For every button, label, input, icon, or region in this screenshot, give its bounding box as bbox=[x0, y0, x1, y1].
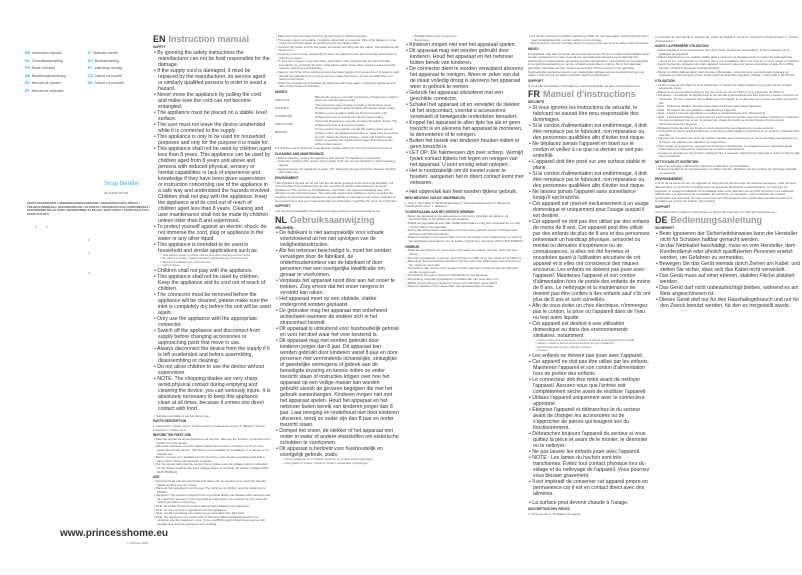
instruction-bullet: • Plaats het apparaat op een vlak, stabiel oppervlak en zorg voor minimaal 10 cm vrije ruimte rondom het apparaat. bbox=[405, 222, 525, 229]
paragraph: À la fin de sa durée de vie, cet appareil ne doit pas être éliminé avec les déchets ménagers, mais doit être déposé dans un centre de recyclage pour les appareils électriques et électroniques. Ce symbole sur l'appareil, le manuel d'utilisation et l'emballage attire votre attention sur ce point important. Les matériaux utilisés dans cet appareil sont recyclables. En recyclant vos appareils, vous contribuez de manière significative à la protection de notre environnement. Renseignez-vous auprès des autorités locales pour connaître les centres de collecte des déchets. bbox=[655, 181, 796, 204]
instruction-bullet: • Placez tous les ingrédients dans le pot. Le minimum est de 1300 ml et le maximum de 1600 ml. bbox=[655, 91, 800, 95]
subsection-heading: GEBRUIK bbox=[405, 244, 420, 249]
paragraph: 1. Head unit 2. Steam cap 3. Control panel 4. Liquid level sensor 5. Blades 6. Power connector 7. Power cord bbox=[153, 424, 265, 432]
sub-bullet: ○ Boerderijen. bbox=[405, 39, 525, 43]
paragraph: For this item we've selected some special recipes which you can find at www.princess.nl bbox=[275, 146, 392, 151]
instruction-bullet: • Take the appliance and accessories out the box. Remove the stickers, protective foil or plastic from the device. bbox=[153, 438, 271, 445]
column-4 bbox=[528, 35, 651, 517]
instruction-bullet: • Note : Coupez tous les ingrédients en cubes ne dépassant pas 3cm (3/4 pouces). bbox=[655, 112, 800, 116]
section-heading bbox=[655, 215, 800, 225]
subsection-heading: VOORAFGAAND AAN HET EERSTE GEBRUIK bbox=[405, 209, 475, 214]
safety-bullet: • Verplaats het apparaat nooit door aan het snoer te trekken. Zorg ervoor dat het snoer nergens in verstrikt kan raken. bbox=[275, 278, 399, 296]
safety-bullet: • Beim Ignorieren der Sicherheitshinweise kann der Hersteller nicht für Schäden haftbar gemacht werden. bbox=[655, 231, 800, 243]
mode-description: Blends the soup to a smooth consistency. Programme length is about 21 minutes (heat mode). bbox=[315, 94, 399, 103]
safety-bullet: • Als het netsnoer beschadigd is, moet het worden vervangen door de fabrikant, de onderhoudsmonteur van de fabrikant of door personen met een soortgelijke kwalificatie om gevaar te voorkomen. bbox=[275, 248, 399, 278]
safety-bullet: • Het is noodzakelijk om dit toestel zuiver te houden, aangezien het in direct contact komt met eetwaren. bbox=[405, 168, 525, 186]
language-code: ES bbox=[25, 81, 30, 85]
instruction-bullet: • Placez l'appareil sur une surface stable plate et assurez un dégagement tout autour de l'appareil d'au moins 10 cm. Cet appareil ne convient pas à une installation dans une armoire ou à un usage à l'extérieur. bbox=[655, 56, 800, 63]
sub-bullet: ○ Bed and breakfast type environments; bbox=[153, 261, 271, 265]
safety-bullet: • Schakel het apparaat uit en verwijder de stekker uit het stopcontact, voordat u accessoires verwisselt of bewegende onderdelen benadert. bbox=[405, 102, 525, 120]
safety-bullet: • L'appareil doit être posé sur une surface stable et plane. bbox=[528, 159, 651, 171]
sub-bullet: ○ Farm houses. bbox=[153, 264, 271, 268]
safety-bullet: • Das Gerät muss auf einer ebenen, stabilen Fläche platziert werden. bbox=[655, 273, 800, 285]
safety-bullet: • Always disconnect the device from the supply if it is left unattended and before assembling, disassembling or cleaning. bbox=[153, 346, 271, 364]
subsection-heading: SUPPORT bbox=[275, 204, 291, 209]
instruction-bullet: • Important: The amount of liquid in the jug should always be between the minimum and the maximum amount. If you don't add enough liquid, the contents of your soup will stick to the bottom of the jug. bbox=[153, 494, 271, 505]
language-item bbox=[25, 81, 61, 85]
safety-bullet: • Afin de vous éviter un choc électrique, n'immergez pas le cordon, la prise ou l'appareil dans de l'eau ou tout autre liquide. bbox=[528, 303, 651, 321]
section-title: Manuel d'instructions bbox=[543, 89, 636, 100]
safety-bullet: • This appliance shall not be used by children. Keep the appliance and its cord out of reach of children. bbox=[153, 274, 271, 292]
safety-bullet: • Bewegen Sie das Gerät niemals durch Ziehen am Kabel, und stellen Sie sicher, dass sich das Kabel nicht verwickelt. bbox=[655, 261, 800, 273]
mode-name: [SMOOTHIE] bbox=[275, 122, 293, 127]
language-code: NL bbox=[275, 214, 287, 225]
sub-bullet: ○ Hôtels, motels et autres environnements de type résidentiel ; bbox=[528, 342, 651, 346]
instruction-bullet: • Reinig alle afneembare onderdelen voor het eerste gebruik met een vochtige doek. Gebruik nooit schuurmiddelen. bbox=[405, 229, 525, 236]
language-code: CS bbox=[88, 73, 93, 78]
safety-bullet: • Het apparaat moet op een stabiele, vlakke ondergrond worden geplaatst. bbox=[275, 296, 399, 308]
safety-bullet: • Das Gerät darf nicht unbeaufsichtigt bleiben, während es am Netz angeschlossen ist. bbox=[655, 285, 800, 297]
instruction-bullet: • Before cleaning, unplug the appliance and wait for the appliance to cool down. bbox=[275, 157, 399, 161]
instruction-bullet: • Twist the head unit anti clockwise and take it off, be careful not to touch the blender blades as they are very sharp. bbox=[153, 480, 271, 487]
safety-bullet: • To protect yourself against an electric shock, do not immerse the cord, plug or appliance in the water or any other liquid. bbox=[153, 224, 271, 242]
safety-bullet: • Ist das Netzkabel beschädigt, muss es vom Hersteller, dem Kundendienst oder ähnlich qualifizierten Personen ersetzt werden, um Gefahren zu vermeiden. bbox=[655, 243, 800, 261]
safety-bullet: • This appliance shall not be used by children aged less than 8 years. This appliance can be used by children aged from 8 years and above and persons with reduced physical, sensory or mental capabilities or lack of experience and knowledge if they have been given supervision or instruction concerning use of the appliance in a safe way and understand the hazards involved. Children shall not play with the appliance. Keep the appliance and its cord out of reach of children aged less than 8 years. Cleaning and user maintenance shall not be made by children unless older than 8 and supervised. bbox=[153, 146, 271, 224]
section-title: Bedienungsanleitung bbox=[670, 215, 763, 226]
language-label: Bedienungsanleitung bbox=[32, 73, 66, 78]
safety-bullet: • Cet appareil est réservé exclusivement à un usage domestique et uniquement pour l'usage auquel il est destiné. bbox=[528, 201, 651, 219]
section-heading bbox=[528, 89, 651, 99]
subsection-heading: SUPPORT bbox=[655, 204, 671, 209]
safety-bullet: • NOTE: The chopping blades are very sharp, avoid physical contact during emptying and cleaning the device, you can seriously injure. It is absolutely necessary to keep this appliance clean at all times, because it comes into direct contact with food. bbox=[153, 376, 271, 412]
instruction-bullet: • Note: do not put frozen ingredients into the appliance. bbox=[153, 509, 271, 513]
language-label: Instrukcja obsługi bbox=[94, 66, 123, 70]
page-edge bbox=[0, 570, 802, 571]
mode-description: This keeps the soup chunky to create a wholesome soup. Programme length is approximately 28 minutes (heat mode). bbox=[315, 102, 396, 111]
safety-bullet: • La surface peut devenir chaude à l'usage. bbox=[528, 500, 651, 506]
instruction-bullet: • Place the appliance on a flat stable surface and ensure a minimum of 10 cm. free space around the device. This device is not suitable for installation in a cabinet or for outside use. bbox=[153, 445, 271, 456]
safety-bullet: • De gebruiker mag het apparaat niet onbeheerd achterlaten wanneer de stekker zich in het stopcontact bevindt. bbox=[275, 308, 399, 326]
safety-bullet: • The user must not leave the device unattended while it is connected to the supply. bbox=[153, 122, 271, 134]
instruction-bullet: • Note : Toutes les viandes devraient être cuites avant leur ajout dans l'appareil. bbox=[655, 105, 800, 109]
language-item bbox=[25, 74, 66, 78]
instruction-bullet: • Neem het apparaat en de accessoires uit de doos. Verwijder de stickers, de beschermfolie of het plastic van het apparaat. bbox=[405, 215, 525, 222]
safety-bullet: • The connector must be removed before the appliance will be cleaned, please make sure the inlet is completely dry before the unit will be used again. bbox=[153, 292, 271, 316]
column-3 bbox=[405, 35, 525, 289]
instruction-bullet: • Nettoyez l'extérieur de l'appareil avec un chiffon humide. N'utilisez pas de produits de nettoyage abrasifs ou agressifs. bbox=[655, 168, 800, 175]
instruction-bullet: • Opmerking: alle vleessoorten moeten worden gekookt voordat ze aan het apparaat worden toegevoegd. bbox=[405, 267, 525, 274]
mode-row bbox=[275, 96, 399, 103]
instruction-bullet: • Place the head unit back onto the jug ensuring it is placed securely. bbox=[275, 35, 399, 39]
paragraph: U vindt alle beschikbare informatie en reserveonderdelen op www.princesshome.eu! bbox=[528, 83, 640, 88]
instruction-bullet: • Note: cut all ingredients into cubes of not more than 3cm (3/4 inch). bbox=[153, 512, 271, 516]
subsection-heading: AVANT LA PREMIÈRE UTILISATION bbox=[655, 44, 709, 49]
language-code: IT bbox=[88, 51, 92, 55]
sub-bullet: ○ Environnements de type chambre d'hôtes ; bbox=[528, 346, 651, 350]
safety-bullet: • LET OP: De hakmessen zijn zeer scherp. Vermijd fysiek contact tijdens het legen en reinigen van het apparaat. U kunt ernstig letsel oplopen. bbox=[405, 150, 525, 168]
subsection-heading: VEILIGHEID bbox=[275, 225, 294, 230]
safety-bullet: • Never move the appliance by pulling the cord and make sure the cord can not become entangled. bbox=[153, 92, 271, 110]
instruction-bullet: • Put the power cable into the socket. (Note: Make sure the voltage which is indicated on the device matches the local voltage before connecting the device. Voltage 220V-240V 50/60Hz) bbox=[153, 463, 271, 474]
safety-bullet: • Dompel het snoer, de stekker of het apparaat niet onder in water of andere vloeistoffen om elektrische schokken te voorkomen. bbox=[275, 428, 399, 446]
language-code: EN bbox=[25, 51, 30, 55]
safety-bullet: • Do not allow children to use the device without supervision. bbox=[153, 364, 271, 376]
safety-bullet: • Utilisez l'appareil uniquement avec le connecteur approprié. bbox=[528, 395, 651, 407]
instruction-bullet: • The steam cap is removable, it could be detached or removed. When this happens, it can simply be put back again by pushing it over the steam outlet. bbox=[275, 39, 399, 46]
mode-row bbox=[275, 104, 399, 111]
safety-bullet: • Dit apparaat mag niet worden gebruikt door kinderen jonger dan 8 jaar. Dit apparaat kan worden gebruikt door kinderen vanaf 8 jaar en door personen met verminderde lichamelijke, zintuiglijke of geestelijke vermogens of gebrek aan de benodigde ervaring en kennis indien ze onder toezicht staan of instructies krijgen over hoe het apparaat op een veilige manier kan worden gebruikt alsook de gevaren begrijpen die met het gebruik samenhangen. Kinderen mogen niet met het apparaat spelen. Houd het apparaat en het netsnoer buiten bereik van kinderen jonger dan 8 jaar. Laat reiniging en onderhoud niet door kinderen uitvoeren, tenzij ze ouder zijn dan 8 jaar en onder toezicht staan. bbox=[275, 338, 399, 428]
language-code: SV bbox=[88, 58, 93, 63]
section-title: Instruction manual bbox=[168, 34, 250, 44]
language-code: FR bbox=[528, 89, 540, 100]
instruction-bullet: • Replacez l'unité de tête sur le pot en vous assurant de son placement en toute sécurité. bbox=[655, 127, 800, 131]
mode-name: [COMPOTE] bbox=[275, 114, 292, 119]
instruction-bullet: • Clean the outside of the device with a damp cloth. Do not use abrasive or harsh cleaning agents. bbox=[275, 160, 399, 167]
subsection-heading: SICHERHEIT bbox=[655, 226, 675, 231]
instruction-bullet: • Keep in mind that if the cooking process has been going on for some time it is better to wait until all the ingredients from the jar and re-create the recipe, as this can affect the end result of the recipe. bbox=[275, 71, 399, 82]
section-heading bbox=[275, 215, 399, 225]
safety-bullet: • NOTE : Les lames du hachoir sont très tranchantes. Évitez tout contact physique lors du vidage et du nettoyage de l'appareil. Vous pourriez vous blesser gravement. bbox=[528, 455, 651, 479]
instruction-bullet: • Press the menu button repeatedly to select the desired menu and press the start button to start the program. bbox=[275, 53, 399, 60]
instruction-bullet: • Tordez l'unité de tête dans le sens antihoraire et enlevez-la. Faites attention à ne pas toucher la lame acérée du mixeur. bbox=[655, 84, 800, 91]
safety-bullet: • Kinderen mogen niet met het apparaat spelen. bbox=[405, 42, 525, 48]
paragraph: 1. Kop 2. Stoomkap 3. Bedieningspaneel 4. Vloeistofniveausensor 5. Messen 6. Voedingsconnector 7. Netsnoer bbox=[405, 200, 511, 209]
instruction-bullet: • Place all the ingredients into the jug. The minimum is 1300ml, and the maximum is 1600ml. bbox=[153, 487, 271, 494]
instruction-bullet: • Surfaces are liable to get hot during use. bbox=[153, 415, 271, 419]
language-item bbox=[25, 51, 61, 55]
column-5 bbox=[655, 35, 800, 309]
safety-bullet: • De connector dient te worden verwijderd alvorens het apparaat te reinigen. Wees er zeker van dat de inlaat volledig droog is alvorens het apparaat weer in gebruik te nemen. bbox=[405, 66, 525, 90]
language-label: Gebruiksaanwijzing bbox=[31, 58, 63, 63]
mode-description: If your soup is not smooth enough this setting gives you an option to carry out additional blending to make your soup extra smooth. Select the blend function, press and hold the start button to operate. Do not blend for longer than 30 seconds without interruptions. bbox=[315, 127, 398, 146]
instruction-bullet: • Avant le nettoyage, débranchez l'appareil et attendez qu'il refroidisse. bbox=[655, 165, 800, 169]
safety-bullet: • Cet appareil ne doit pas être utilisé par les enfants. Maintenez l'appareil et son cordon d'alimentation hors de portée des enfants. bbox=[528, 359, 651, 377]
safety-bullet: • Débranchez toujours l'appareil du secteur si vous quittez la pièce et avant de le monter, le démonter ou le nettoyer. bbox=[528, 431, 651, 449]
safety-bullet: • Switch off the appliance and disconnect from supply before changing accessories or approaching parts that move in use. bbox=[153, 328, 271, 346]
subsection-heading: CLEANING AND MAINTENANCE bbox=[275, 152, 324, 157]
instruction-bullet: • Mettez le câble d'alimentation dans la prise. (Remarque : Assurez-vous que la tension indiquée sur l'appareil correspond à la tension locale avant de brancher l'appareil. Voltage : 220 V-240 V 50-60 Hz) bbox=[655, 71, 800, 78]
instruction-bullet: • Lorsque le programme est terminé, l'appareil bipe à nouveau, débranchez l'appareil et retirez l'unité de tête avec précaution. bbox=[655, 152, 800, 159]
instruction-bullet: • Note: all meats should be cooked before being added to the appliance. bbox=[153, 505, 271, 509]
safety-bullet: • Dit apparaat is bedoeld voor huishoudelijk en soortgelijk gebruik, zoals: bbox=[275, 446, 399, 458]
paragraph: Dit apparaat mag aan het einde van de levensduur niet bij het normale huishoudelijke afval worden gedeponeerd, maar moet bij een speciaal inzamelpunt voor hergebruik van elektrische en elektronische apparaten worden aangeboden. Het symbool op het apparaat, in de gebruiksaanwijzing en op de verpakking attendeert u hierop. De in het apparaat gebruikte materialen kunnen worden gerecycled. Met het recyclen van gebruikte huishoudelijke apparaten levert u een belangrijke bijdrage aan de bescherming van ons milieu. Informeer bij uw lokale overheid naar het inzamelpunt. bbox=[528, 51, 649, 78]
sub-bullet: ○ Fermes. bbox=[528, 349, 651, 353]
safety-bullet: • Ne laissez jamais l'appareil sans surveillance lorsqu'il est branché. bbox=[528, 189, 651, 201]
instruction-bullet: • Sortez l'appareil et les accessoires hors de la boîte. Retirez les autocollants, le film protecteur ou le plastique de l'appareil. bbox=[655, 49, 800, 56]
mode-name: [SMOOTH] bbox=[275, 97, 290, 102]
safety-bullet: • Gebruik het apparaat uitsluitend met een geschikte connector. bbox=[405, 90, 525, 102]
mode-row bbox=[275, 128, 399, 146]
paragraph: Vous retrouverez toutes les informations et pièces de rechange sur www.princesshome.eu ! bbox=[655, 209, 777, 214]
subsection-heading: SAFETY bbox=[153, 45, 166, 49]
language-label: Mode d'emploi bbox=[31, 66, 56, 70]
sub-bullet: ○ Personeelskeukens in winkels, kantoren en andere werkomgevingen; bbox=[275, 458, 399, 462]
language-label: Bruksanvisning bbox=[94, 58, 120, 63]
subsection-heading: MODES: bbox=[275, 89, 288, 94]
safety-bullet: • Dit apparaat is uitsluitend voor huishoudelijk gebruik en voor het doel waar het voor bestemd is. bbox=[275, 326, 399, 338]
language-code: SK bbox=[88, 81, 93, 85]
sub-bullet: ○ Bed&Breakfast-type omgevingen; bbox=[405, 35, 525, 39]
sub-bullet: ○ Coins cuisine des commerces, bureaux et autres environnements de travail ; bbox=[528, 339, 651, 343]
subsection-heading: DESCRIPTION DES PIÈCES bbox=[528, 506, 570, 511]
language-code: DE bbox=[25, 73, 30, 78]
website-link[interactable]: www.princesshome.eu bbox=[60, 528, 168, 539]
safety-bullet: • Dieses Gerät darf nur für den Haushaltsgebrauch und nur für den Zweck benutzt werden, für den es hergestellt wurde. bbox=[655, 297, 800, 309]
language-item bbox=[25, 59, 63, 63]
language-item bbox=[25, 66, 55, 70]
language-code: PT bbox=[25, 88, 30, 93]
mode-description: Enables you to produce delicious Fruit Compotes. The Programme time is around 18 minutes (heat mode). bbox=[315, 111, 388, 119]
instruction-bullet: • Never immerse the appliance in water. The head unit and jug should be cleaned carefully after each use. bbox=[275, 168, 399, 175]
subsection-heading: BESCHRIJVING VAN DE ONDERDELEN bbox=[405, 196, 465, 200]
language-item bbox=[88, 74, 122, 78]
instruction-bullet: • Connect the power cord to the power connector and plug into the mains. The appliance will beep once. bbox=[275, 46, 399, 53]
language-item bbox=[88, 66, 122, 70]
safety-bullet: • Le connecteur doit être retiré avant de nettoyer l'appareil. Assurez-vous que l'entrée soit complètement sèche avant de réutiliser l'appareil. bbox=[528, 377, 651, 395]
instruction-bullet: • Plaats de kop terug op de kan en zorg ervoor dat deze goed vastzit. bbox=[405, 282, 525, 286]
subsection-heading: NETTOYAGE ET ENTRETIEN bbox=[655, 160, 699, 164]
instruction-bullet: • Draai de kop linksom en neem deze eraf. Raak de messen niet aan, deze zijn zeer scherp. bbox=[405, 249, 525, 256]
instruction-bullet: • Pour arrêter le programme, appuyez sur le bouton marche/arrêt. Le programme peut reprendre après l'interruption en appuyant à nouveau sur le bouton marche/arrêt. bbox=[655, 145, 800, 152]
mode-description: Using this Programme you can produce Smoothie Juices. The Programme time is around 3 minutes. bbox=[315, 119, 398, 127]
instruction-bullet: • Belangrijk: De hoeveelheid vloeistof in de kan moet zich altijd tussen het minimum en het maximum bevinden. bbox=[405, 260, 525, 267]
language-label: Návod na použitie bbox=[95, 81, 124, 85]
safety-bullet: • Éteignez l'appareil et débranchez-le du secteur avant de changer les accessoires ou de s'approcher de pièces qui bougent lors du fonctionnement. bbox=[528, 407, 651, 431]
instruction-bullet: • Vul de kan niet boven de MAX-markering (1600 ml) met heet water. Schroef de kop af en laat het apparaat drie minuten werken om te reinigen. bbox=[528, 35, 651, 42]
language-code: DE bbox=[655, 215, 668, 226]
copyright: © Princess 2018 bbox=[127, 541, 148, 545]
instruction-bullet: • Note : L'appareil fonctionne uniquement s'il a été rempli de liquide entre les repères minimum et maximum. Si vous remplissez trop le pot, le capteur de niveau de liquide se déclenchera et interrompra le fonctionnement de l'appareil. bbox=[655, 116, 800, 127]
language-code: EN bbox=[153, 34, 166, 44]
language-code: NL bbox=[25, 58, 30, 63]
product-code: 01.212042.01.001 bbox=[104, 191, 129, 195]
mode-name: [CHUNKY] bbox=[275, 105, 290, 110]
safety-bullet: • Cet appareil est destiné à une utilisation domestique ou dans des environnements similaires, notamment : bbox=[528, 321, 651, 339]
diagram-label: 1 bbox=[46, 225, 48, 229]
paragraph: You can find all available information and spare parts at www.princesshome.eu! bbox=[275, 208, 381, 213]
column-1 bbox=[153, 33, 271, 527]
subsection-heading: PARTS DESCRIPTION bbox=[153, 419, 187, 424]
mode-row bbox=[275, 120, 399, 127]
mode-name: [BLEND] bbox=[275, 130, 287, 135]
safety-bullet: • Koppel het apparaat te allen tijde los als er geen toezicht is en alvorens het apparaat te monteren, te demonteren of te reinigen. bbox=[405, 120, 525, 138]
instruction-bullet: • Opmerking: snijd alle ingrediënten in blokjes van niet meer dan 3 cm. bbox=[405, 278, 525, 282]
subsection-heading: UTILISATION bbox=[655, 78, 675, 83]
instruction-bullet: • Opmerking: doe geen bevroren ingrediënten in het apparaat. bbox=[405, 274, 525, 278]
safety-bullet: • Ne pas laisser les enfants jouer avec l'appareil. bbox=[528, 449, 651, 455]
language-code: PL bbox=[88, 66, 93, 70]
instruction-bullet: • Reinig de kan met een vochtige doek en spoel na. De kan nooit in water onderdompelen. bbox=[528, 42, 651, 46]
mode-row bbox=[275, 112, 399, 119]
safety-bullet: • Cet appareil ne doit pas être utilisé par des enfants de moins de 8 ans. Cet appareil peut être utilisé par des enfants de plus de 8 ans et des personnes présentant un handicap physique, sensoriel ou mental ou dénuées d'expérience ou de connaissances, si elles ont été formées et encadrées quant à l'utilisation sécurisée de cet appareil et si elles ont conscience des risques encourus. Les enfants ne doivent pas jouer avec l'appareil. Maintenez l'appareil et son cordon d'alimentation hors de portée des enfants de moins de 8 ans. Le nettoyage et la maintenance ne doivent pas être confiés à des enfants sauf s'ils ont plus de 8 ans et sont surveillés. bbox=[528, 219, 651, 303]
language-label: Návod na použití bbox=[95, 73, 122, 78]
column-2 bbox=[275, 35, 399, 465]
language-label: Manuale utente bbox=[93, 51, 118, 55]
language-label: Manual de usuario bbox=[31, 81, 62, 85]
sub-bullet: ○ By clients in hotels, motels and other residential type environments; bbox=[153, 257, 271, 261]
subsection-heading: ENVIRONMENT bbox=[275, 175, 299, 180]
instruction-bullet: • Doe alle ingrediënten in de kan. Het minimum is 1300 ml en het maximum is 1600 ml. bbox=[405, 257, 525, 261]
safety-bullet: • If the supply cord is damaged, it must be replaced by the manufacturer, its service agent or similarly qualified persons in order to avoid a hazard. bbox=[153, 68, 271, 92]
language-code: FR bbox=[25, 66, 30, 70]
language-label: Instruction manual bbox=[32, 51, 62, 55]
instruction-bullet: • When the programme is finished the appliance will beep again, unplug the appliance and take off the head unit carefully. bbox=[275, 82, 399, 89]
safety-bullet: • The appliance must be placed on a stable, level surface. bbox=[153, 110, 271, 122]
section-title: Gebruiksaanwijzing bbox=[290, 214, 375, 225]
subsection-heading: SÉCURITÉ bbox=[528, 100, 545, 105]
instruction-bullet: • Steek de stekker in het stopcontact. Het apparaat piept eenmaal. bbox=[405, 285, 525, 289]
safety-bullet: • By ignoring the safety instructions the manufacturer can not be hold responsible for the damage. bbox=[153, 50, 271, 68]
language-item bbox=[88, 59, 119, 63]
safety-bullet: • This appliance is only to be used for household purposes and only for the purpose it is made for. bbox=[153, 134, 271, 146]
instruction-bullet: • Steek de stekker in het stopcontact. (Let op: Controleer of de netspanning vermeld op het apparaat overeenkomt met de lokale netspanning. Spanning 220V-240V 50/60Hz) bbox=[405, 236, 525, 243]
safety-bullet: • Ne déplacez jamais l'appareil en tirant sur le cordon et veillez à ce que ce dernier ne soit pas entortillé. bbox=[528, 141, 651, 159]
language-item bbox=[25, 89, 64, 93]
product-title: Soup blender bbox=[104, 181, 140, 187]
safety-bullet: • Si vous ignorez les instructions de sécurité, le fabricant ne saurait être tenu responsable des dommages. bbox=[528, 105, 651, 123]
safety-bullet: • Buiten het bereik van kinderen houden indien er geen toezicht is. bbox=[405, 138, 525, 150]
safety-bullet: • Only use the appliance with the appropriate connector. bbox=[153, 316, 271, 328]
paragraph: This appliance should not be put into the domestic garbage at the end of its durability, but must be offered at a central point for the recycling of electric and electronic domestic appliances. This symbol on the appliance, instruction manual and packaging puts your attention to this important issue. The materials used in this appliance can be recycled. By recycling of used domestic appliances you contribute an important push to the protection of our environment. Ask your local authorities for information regarding the point of recollection. bbox=[275, 180, 398, 203]
diagram-label: 4 bbox=[88, 251, 90, 255]
language-item bbox=[88, 81, 124, 85]
instruction-bullet: • Appuyez sur le bouton de menu de manière répétée pour sélectionner le menu souhaité puis appuyez sur le bouton de marche pour démarrer le programme. bbox=[655, 137, 800, 144]
safety-bullet: • Children shall not play with the appliance. bbox=[153, 268, 271, 274]
safety-bullet: • De fabrikant is niet aansprakelijk voor schade voortvloeiend uit het niet opvolgen van de veiligheidsinstructies. bbox=[275, 230, 399, 248]
diagram-label: 4 bbox=[88, 271, 90, 275]
safety-bullet: • This appliance is intended to be used in household and similar applications such as: bbox=[153, 242, 271, 254]
sub-bullet: ○ Door gasten in hotels, motels en andere residentiële omgevingen; bbox=[275, 462, 399, 466]
paragraph: 3. Panneau de commande 4. Capteur de niveau de liquide 5. Lames 6. Connecteur d'alimentation 7. Cordon d'alimentation bbox=[655, 35, 799, 43]
diagram-label: 1 bbox=[88, 238, 90, 242]
subsection-heading: SUPPORT bbox=[528, 78, 544, 83]
paragraph: 1. Unité de tête 2. Ventilation de vapeur bbox=[528, 511, 581, 516]
safety-bullet: • Si le cordon d'alimentation est endommagé, il doit être remplacé par le fabricant, son réparateur ou des personnes qualifiées afin d'éviter tout risque. bbox=[528, 123, 651, 141]
diagram-label: 2 bbox=[35, 225, 37, 229]
safety-bullet: • Het oppervlak kan heet worden tijdens gebruik. bbox=[405, 189, 525, 195]
language-item bbox=[88, 51, 118, 55]
safety-bullet: • Si le cordon d'alimentation est endommagé, il doit être remplacé par le fabricant, son réparateur ou des personnes qualifiées afin d'éviter tout risque. bbox=[528, 171, 651, 189]
instruction-bullet: • To stop the program, press the start / stop button. The program can be resumed after interruption by pressing the start / stop button again. Note, there must be a few seconds between stopping and restarting. bbox=[275, 60, 399, 71]
instruction-bullet: • Avant la première utilisation de votre appareil, essuyez toutes les pièces amovibles à l'aide d'un chiffon humide. N'utilisez jamais de produits abrasifs. bbox=[655, 63, 800, 70]
sub-bullet: ○ Staff kitchen areas in shops, offices and other working environments; bbox=[153, 254, 271, 258]
instruction-bullet: • Note: the appliance only works when it has been filled with liquid between the minimum and the maximum mark. If you overfill the jug the liquid level sensor will operate and stop the appliance from working. bbox=[153, 516, 271, 527]
section-heading bbox=[153, 34, 271, 44]
instruction-bullet: • Before you use your appliance for the first time, wipe off all removable parts with a damp cloth. Never use abrasive products. bbox=[153, 456, 271, 463]
language-label: Manual de utilizador bbox=[31, 88, 64, 93]
safety-bullet: • Les enfants ne doivent pas jouer avec l'appareil. bbox=[528, 353, 651, 359]
instruction-bullet: • Important : La quantité de liquide dans le pot devrait systématiquement être entre les niveaux minimum et maximum. Si vous n'ajoutez pas suffisamment de liquide, le contenu de votre soupe va coller au fond du pot. bbox=[655, 94, 800, 105]
parts-description-heading: PARTS DESCRIPTION / ONDERDELENBESCHRIJVING / DESCRIPTION DES PIÈCES / TEILBESCHREIBUNG / DESCRIPCIÓN DE LAS PIEZAS / DESCRIÇÃO DOS COMPONENTES / DESCRIZIONE DELLE PARTI / BESKRIVNING AV DELAR / OPIS CZĘŚCI / POPIS SOUČÁSTÍ / POPIS SÚČASTÍ bbox=[27, 201, 150, 216]
instruction-bullet: • Note : Ne placez pas d'ingrédients surgelés dans l'appareil. bbox=[655, 109, 800, 113]
subsection-heading: ENVIRONNEMENT bbox=[655, 176, 683, 181]
instruction-bullet: • Connectez le cordon d'alimentation au connecteur d'alimentation et branchez-le au secteur. L'appareil bipe une fois. bbox=[655, 130, 800, 137]
subsection-heading: USE bbox=[153, 475, 160, 480]
safety-bullet: • Dit apparaat mag niet worden gebruikt door kinderen. Houd het apparaat en het netsnoer buiten bereik van kinderen. bbox=[405, 48, 525, 66]
subsection-heading: MILIEU bbox=[528, 46, 539, 51]
safety-bullet: • Il est impératif de conserver cet appareil propre en permanence car il est en contact direct avec des aliments. bbox=[528, 479, 651, 497]
subsection-heading: BEFORE THE FIRST USE bbox=[153, 433, 192, 438]
